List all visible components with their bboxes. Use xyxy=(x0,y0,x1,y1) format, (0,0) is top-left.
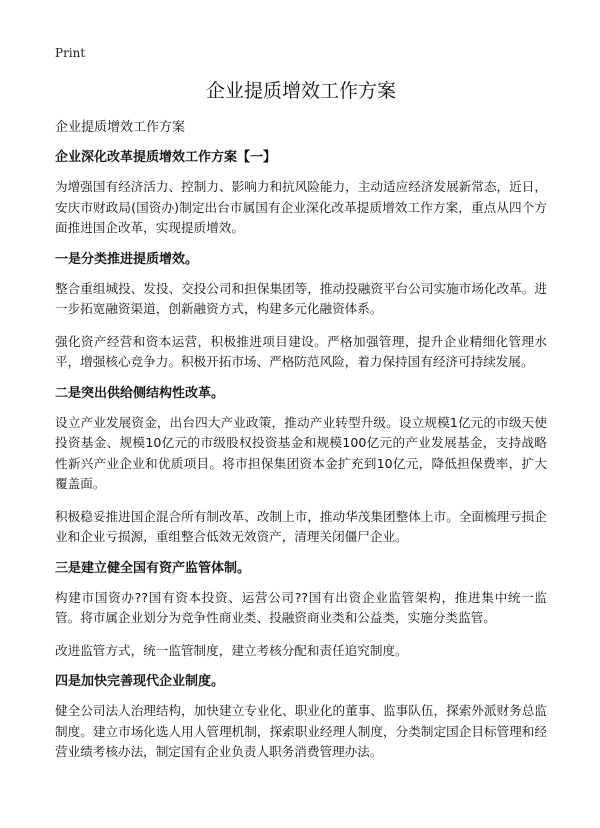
section-heading: 二是突出供给侧结构性改革。 xyxy=(55,385,225,401)
document-body xyxy=(55,78,547,775)
page-title: 企业提质增效工作方案 xyxy=(205,80,396,102)
section-heading: 四是加快完善现代企业制度。 xyxy=(55,674,225,689)
section-2 xyxy=(55,251,547,373)
document-subtitle: 企业提质增效工作方案 xyxy=(55,120,186,135)
paragraph: 改进监管方式，统一监管制度，建立考核分配和责任追究制度。 xyxy=(55,642,408,658)
paragraph: 强化资产经营和资本运营，积极推进项目建设。严格加强管理，提升企业精细化管理水平，增强核心竞争力。积极开拓市场、严格防范风险，着力保持国有经济可持续发展。 xyxy=(55,333,547,369)
section-heading: 三是建立健全国有资产监管体制。 xyxy=(55,560,251,576)
paragraph: 积极稳妥推进国企混合所有制改革、改制上市，推动华茂集团整体上市。全面梳理亏损企业和企业亏损源，重组整合低效无效资产，清理关闭僵尸企业。 xyxy=(55,508,547,544)
section-1 xyxy=(55,149,547,239)
paragraph: 整合重组城投、发投、交投公司和担保集团等，推动投融资平台公司实施市场化改革。进一步拓宽融资渠道，创新融资方式，构建多元化融资体系。 xyxy=(55,280,547,316)
section-heading: 企业深化改革提质增效工作方案【一】 xyxy=(55,150,277,165)
print-link[interactable]: Print xyxy=(55,46,86,60)
section-4 xyxy=(55,560,547,662)
paragraph: 健全公司法人治理结构，加快建立专业化、职业化的董事、监事队伍，探索外派财务总监制度。建立市场化选人用人管理机制，探索职业经理人制度，分类制定国企目标管理和经营业绩考核办法，制定国有企业负责人职务消费管理办法。 xyxy=(55,703,547,759)
section-5 xyxy=(55,673,547,763)
section-3 xyxy=(55,385,547,548)
paragraph: 构建市国资办??国有资本投资、运营公司??国有出资企业监管架构，推进集中统一监管。将市属企业划分为竞争性商业类、投融资商业类和公益类，实施分类监管。 xyxy=(55,589,547,625)
paragraph: 为增强国有经济活力、控制力、影响力和抗风险能力，主动适应经济发展新常态，近日，安庆市财政局(国资办)制定出台市属国有企业深化改革提质增效工作方案，重点从四个方面推进国企改革，实现提质增效。 xyxy=(55,179,547,235)
section-heading: 一是分类推进提质增效。 xyxy=(55,251,199,267)
paragraph: 设立产业发展资金，出台四大产业政策，推动产业转型升级。设立规模1亿元的市级天使投资基金、规模10亿元的市级股权投资基金和规模100亿元的产业发展基金，支持战略性新兴产业企业和优质项目。将市担保集团资本金扩充到10亿元，降低担保费率，扩大覆盖面。 xyxy=(55,414,547,491)
